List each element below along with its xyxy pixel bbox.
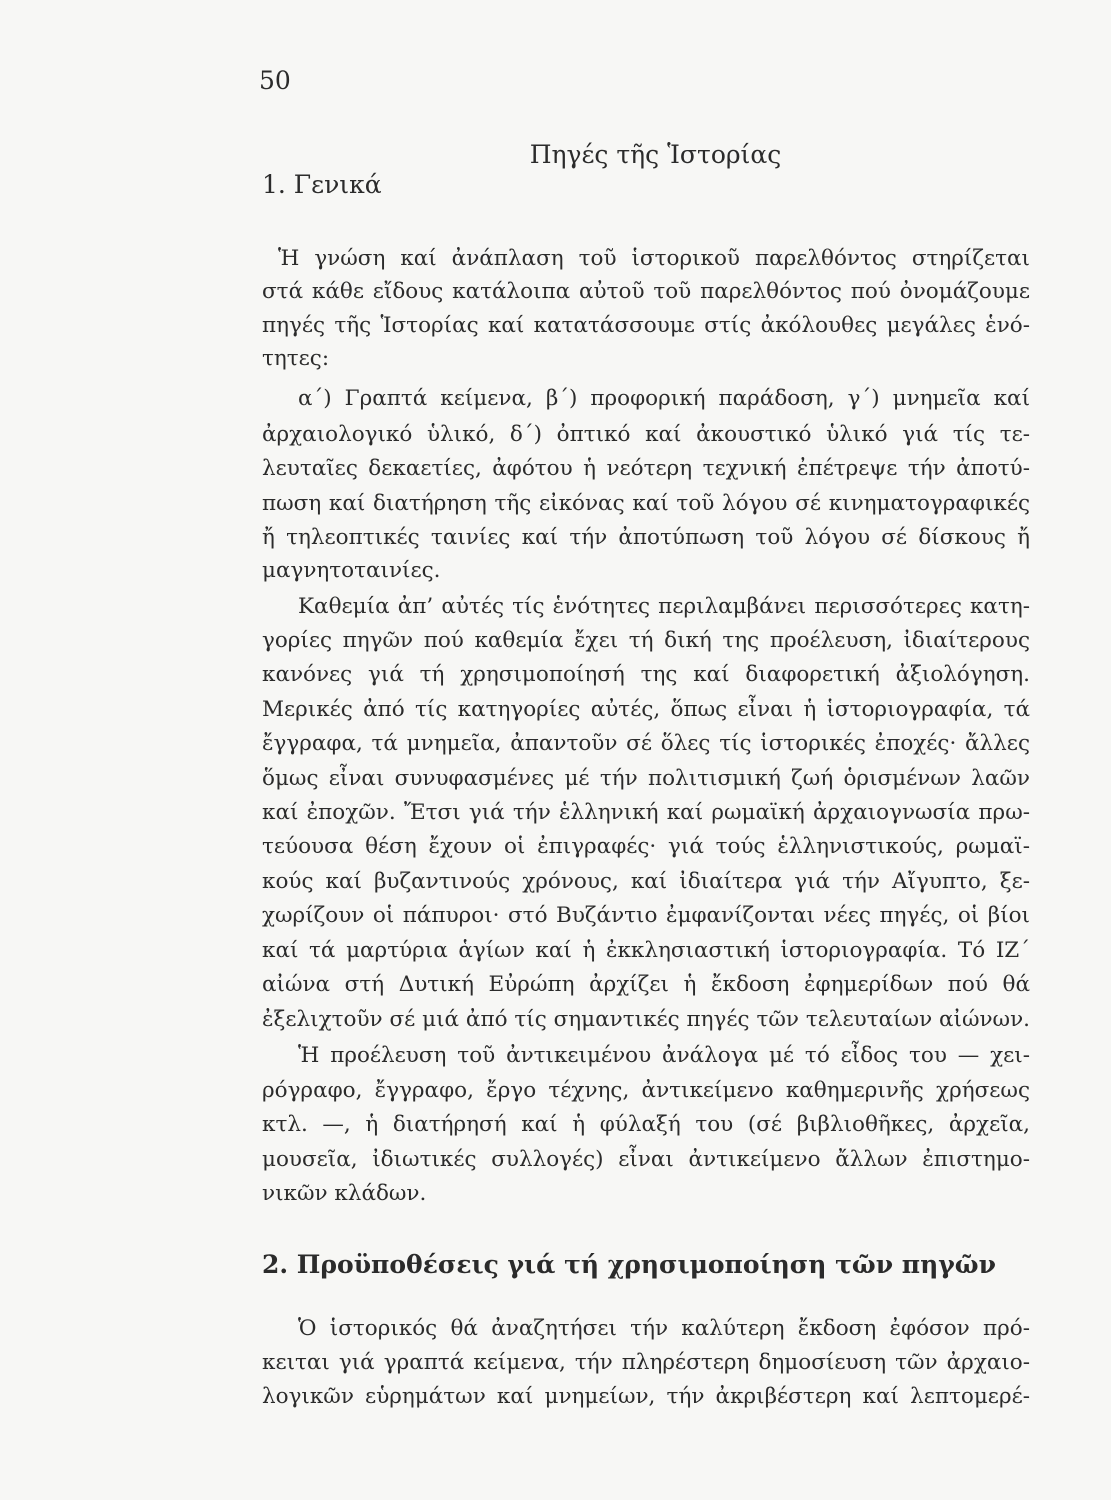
text-line: Ἡ προέλευση τοῦ ἀντικειμένου ἀνάλογα μέ τό εἶδος του — χει-: [298, 1043, 1030, 1068]
text-line: τητες:: [262, 346, 330, 371]
section-2-heading: 2. Προϋποθέσεις γιά τή χρησιμοποίηση τῶν πηγῶν: [262, 1250, 996, 1279]
text-line: πηγές τῆς Ἱστορίας καί κατατάσσουμε στίς ἀκόλουθες μεγάλες ἑνό-: [262, 313, 1030, 338]
text-line: κτλ. —, ἡ διατήρησή καί ἡ φύλαξή του (σέ βιβλιοθῆκες, ἀρχεῖα,: [262, 1112, 1030, 1137]
text-line: λευταῖες δεκαετίες, ἀφότου ἡ νεότερη τεχνική ἐπέτρεψε τήν ἀποτύ-: [262, 456, 1030, 481]
text-line: ρόγραφο, ἔγγραφο, ἔργο τέχνης, ἀντικείμενο καθημερινῆς χρήσεως: [262, 1078, 1030, 1103]
chapter-title: Πηγές τῆς Ἱστορίας: [529, 140, 782, 169]
text-line: Καθεμία ἀπ’ αὐτές τίς ἑνότητες περιλαμβάνει περισσότερες κατη-: [298, 594, 1030, 619]
text-line: χωρίζουν οἱ πάπυροι· στό Βυζάντιο ἐμφανίζονται νέες πηγές, οἱ βίοι: [262, 903, 1030, 928]
text-line: ἤ τηλεοπτικές ταινίες καί τήν ἀποτύπωση τοῦ λόγου σέ δίσκους ἤ: [262, 525, 1030, 550]
text-line: Ὁ ἱστορικός θά ἀναζητήσει τήν καλύτερη ἔκδοση ἐφόσον πρό-: [298, 1316, 1030, 1341]
text-line: πωση καί διατήρηση τῆς εἰκόνας καί τοῦ λόγου σέ κινηματογραφικές: [262, 491, 1030, 516]
text-line: αἰώνα στή Δυτική Εὐρώπη ἀρχίζει ἡ ἔκδοση ἐφημερίδων πού θά: [262, 972, 1030, 997]
text-line: ἀρχαιολογικό ὑλικό, δ΄) ὀπτικό καί ἀκουστικό ὑλικό γιά τίς τε-: [262, 422, 1030, 447]
text-line: ὅμως εἶναι συνυφασμένες μέ τήν πολιτισμική ζωή ὁρισμένων λαῶν: [262, 766, 1030, 791]
text-line: ἔγγραφα, τά μνημεῖα, ἀπαντοῦν σέ ὅλες τίς ἱστορικές ἐποχές· ἄλλες: [262, 731, 1030, 756]
text-line: καί τά μαρτύρια ἁγίων καί ἡ ἐκκλησιαστική ἱστοριογραφία. Τό ΙΖ΄: [262, 938, 1030, 963]
text-line: μαγνητοταινίες.: [262, 558, 441, 583]
text-line: κανόνες γιά τή χρησιμοποίησή της καί διαφορετική ἀξιολόγηση.: [262, 662, 1030, 687]
text-line: α΄) Γραπτά κείμενα, β΄) προφορική παράδοση, γ΄) μνημεῖα καί: [298, 386, 1030, 411]
text-line: στά κάθε εἴδους κατάλοιπα αὐτοῦ τοῦ παρελθόντος πού ὀνομάζουμε: [262, 279, 1030, 304]
text-line: Μερικές ἀπό τίς κατηγορίες αὐτές, ὅπως εἶναι ἡ ἱστοριογραφία, τά: [262, 697, 1030, 722]
text-line: μουσεῖα, ἰδιωτικές συλλογές) εἶναι ἀντικείμενο ἄλλων ἐπιστημο-: [262, 1147, 1030, 1172]
page-number: 50: [259, 66, 291, 95]
text-line: λογικῶν εὑρημάτων καί μνημείων, τήν ἀκριβέστερη καί λεπτομερέ-: [262, 1384, 1030, 1409]
text-line: τεύουσα θέση ἔχουν οἱ ἐπιγραφές· γιά τούς ἑλληνιστικούς, ρωμαϊ-: [262, 834, 1030, 859]
text-line: γορίες πηγῶν πού καθεμία ἔχει τή δική της προέλευση, ἰδιαίτερους: [262, 628, 1030, 653]
text-line: καί ἐποχῶν. Ἔτσι γιά τήν ἑλληνική καί ρωμαϊκή ἀρχαιογνωσία πρω-: [262, 800, 1030, 825]
text-line: ἐξελιχτοῦν σέ μιά ἀπό τίς σημαντικές πηγές τῶν τελευταίων αἰώνων.: [262, 1007, 1030, 1032]
section-1-heading: 1. Γενικά: [262, 170, 382, 199]
text-line: κούς καί βυζαντινούς χρόνους, καί ἰδιαίτερα γιά τήν Αἴγυπτο, ξε-: [262, 869, 1030, 894]
text-line: κειται γιά γραπτά κείμενα, τήν πληρέστερη δημοσίευση τῶν ἀρχαιο-: [262, 1350, 1030, 1375]
text-line: νικῶν κλάδων.: [262, 1181, 427, 1206]
text-line: Ἡ γνώση καί ἀνάπλαση τοῦ ἱστορικοῦ παρελθόντος στηρίζεται: [278, 246, 1030, 271]
